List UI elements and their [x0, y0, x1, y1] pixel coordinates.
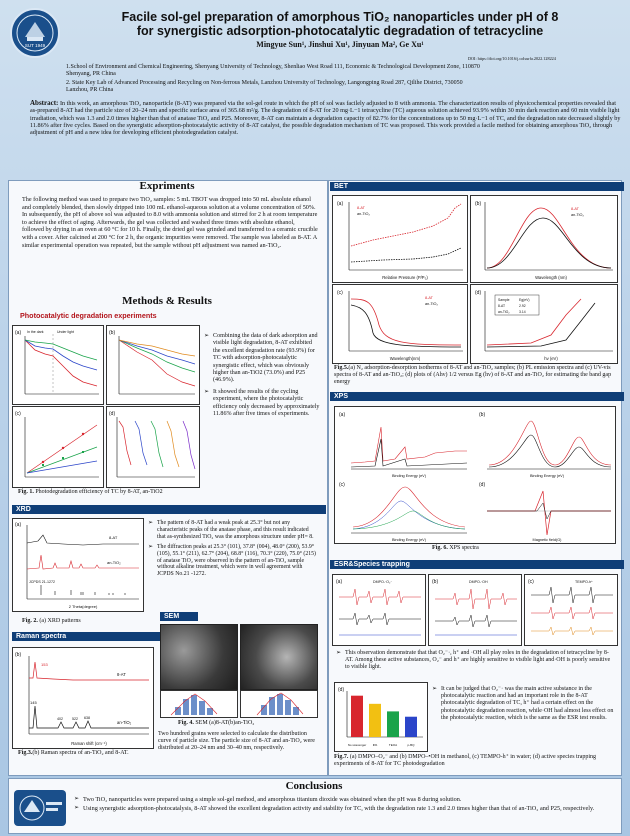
bet-table-h1: Sample [498, 298, 510, 302]
bet-panel-b [470, 195, 618, 283]
bet-d-xlabel: hν (eV) [544, 356, 558, 361]
fig1-panel-d [106, 406, 200, 488]
esr-bar-chart [334, 682, 428, 752]
fig1-c-label: (c) [15, 411, 21, 417]
esr-b-legend: DMPO-·OH [469, 580, 488, 584]
esr-bullet-2-text: ➢ It can be judged that O₂⁻· was the main active substance in the photocatalytic reaction and had an important role in the 8-AT photocatalytic degradation of TC, h⁺ had a certain effect on the photocatalytic degradation reaction, while·OH had almost less effect on the photocatalytic reaction, which is the same as the ESR test results. [432, 686, 616, 722]
esr-panel-b [428, 574, 522, 646]
conclusions-bullets [74, 796, 614, 813]
xrd-bullet-1: ➢ The pattern of 8-AT had a weak peak at 25.3° but not any characteristic peaks of the anatase phase, and this result indicated that as-synthesized TiO₂ was the amorphous structure under pH= 8. [148, 520, 318, 541]
svg-text:(b): (b) [15, 652, 22, 658]
fig7-caption-text: (a) DMPO–O₂⁻ and (b) DMPO–•OH in methanol, (c) TEMPO-h⁺ in water; (d) active species trapping experiments of 8-AT for TC photodegradation [334, 754, 597, 767]
sem-text: Two hundred grains were selected to calculate the distribution curve of particle size. The particle size of 8-AT and an-TiO₂ were distributed at 20–24 nm and 30–40 nm, respectively. [158, 731, 315, 752]
xrd-series-8at: 8-AT [109, 535, 118, 540]
photocat-title: Photocatalytic degradation experiments [20, 311, 157, 320]
bet-a-series-8at: 8-AT [357, 206, 365, 210]
esr-panel-c [524, 574, 618, 646]
fig1-d-label: (d) [109, 411, 116, 417]
fig1-panel-c [12, 406, 104, 488]
experiments-text: The following method was used to prepare two TiO₂ samples: 5 mL TBOT was dropped into 50 mL absolute ethanol and completely blended, then slowly dripped into 100 mL ethanol-aqueous solution at a volume concentration of 50%. In subsequently, the pH of above sol was adjusted to 8.0 with ammonia solution and stirred for 2 h at room temperature to achieve the effect of aging. Afterwards, the gel was collected and washed three times with absolute ethanol, followed by drying in an oven at 60 °C for 10 h. Finally, the dried gel was grinded and transferred to a ceramic crucible with a cover. After calcined at 200 °C for 2 h, the organic impurities were removed. The sample was labeled as 8-AT. A similar experimental operation was repeated, but the sample without pH adjustment was named an-TiO₂. [22, 196, 318, 249]
bet-c-xlabel: Wavelength(nm) [389, 356, 421, 361]
abstract-label: Abstract: [30, 99, 59, 107]
bet-table-r2c2: 3.14 [519, 310, 526, 314]
svg-text:(b): (b) [432, 579, 439, 585]
authors: Mingyue Sun¹, Jinshui Xu¹, Jinyuan Ma², Ge Xu¹ [256, 40, 424, 49]
fig2-caption-label: Fig. 2. [22, 618, 38, 624]
bet-c-series-anTiO2: an-TiO₂ [425, 302, 438, 306]
fig2-caption-text: (a) XRD patterns [37, 618, 81, 624]
raman-series-8at: 8-AT [117, 672, 126, 677]
bet-b-series-anTiO2: an-TiO₂ [571, 213, 584, 217]
xrd-xlabel: 2 Theta(degree) [68, 604, 98, 609]
sem-histogram-b [240, 690, 318, 718]
svg-text:(b): (b) [475, 201, 482, 207]
abstract-text: In this work, an amorphous TiO₂ nanoparticle (8-AT) was prepared via the sol-gel route in which the pH of sol was facilely adjusted to 8 with ammonia. The characterization results of physicochemical properties revealed that as-prepared 8-AT had the particle size of 20–24 nm and specific surface area of 365.68 m²/g. The degradation of 8-AT for 20 mg·L−1 tetracycline (TC) aqueous solution achieved 93.9% within 30 min dark reaction and 60 min visible light irradiation, which was 1.3 and 2.0 times higher than that of anatase TiO₂ and P25. Moreover, 8-AT can maintain a degradation capacity of 82.7% for the concentrations up to 50 mg·L−1 of TC, and the degradation rate decreased slightly by 11.86% after five cycles. Based on the synergistic adsorption-photocatalytic activity of 8-AT catalyst, the possible degradation mechanism of TC was proposed. This work provided a facile method for obtaining amorphous TiO₂ through adjustment of pH and a new idea for developing efficient photodegradation catalyst. [30, 100, 621, 137]
esr-bar-2 [387, 711, 399, 737]
fig5-caption-label: Fig.5. [334, 365, 349, 371]
bet-b-xlabel: Wavelength (nm) [535, 275, 567, 280]
raman-peak-402: 402 [57, 717, 63, 721]
esr-a-legend: DMPO-·O₂⁻ [373, 580, 393, 584]
fig4-caption-label: Fig. 4. [178, 720, 194, 726]
conclusion-bullet-1: ➢ Two TiO₂ nanoparticles were prepared using a simple sol-gel method, and amorphous titanium dioxide was obtained when the pH was 8 during solution. [74, 796, 614, 803]
methods-heading: Methods & Results [122, 295, 212, 307]
sem-image-b [240, 624, 318, 690]
xps-c-xlabel: Binding Energy (eV) [392, 538, 426, 542]
raman-series-anTiO2: an-TiO₂ [117, 720, 132, 725]
photocat-bullets [204, 333, 320, 418]
fig7-caption-label: Fig.7. [334, 754, 349, 760]
affiliation-1: 1.School of Environment and Chemical Engineering, Shenyang University of Technology, Shenliao West Road 111, Economic & Technological Development Zone, 110870 Shenyang, PR China [66, 64, 480, 78]
sem-histogram-a [160, 690, 238, 718]
raman-title: Raman spectra [12, 632, 160, 641]
abstract-box [30, 100, 622, 174]
raman-peak-522: 522 [72, 717, 78, 721]
svg-text:(d): (d) [479, 482, 486, 488]
fig7-caption [334, 754, 616, 768]
fig2-caption [22, 618, 142, 625]
esr-title: ESR&Species trapping [330, 560, 624, 569]
conclusion-bullet-2: ➢ Using synergistic adsorption-photocatalysis, 8-AT showed the excellent degradation activity and stability for TC, with the degradation rate 1.3 and 2.0 times higher than that of an-TiO₂ and P25, respectively. [74, 805, 614, 812]
xps-b-xlabel: Binding Energy (eV) [530, 474, 564, 478]
raman-xlabel: Raman shift (cm⁻¹) [71, 741, 107, 746]
poster-title [60, 10, 620, 38]
bet-panel-d [470, 284, 618, 364]
photocat-bullet-2: ➢ It showed the results of the cycling experiment, where the photocatalytic efficiency only decreased by approximately 11.86% after five times of experiments. [204, 389, 320, 419]
esr-bullet-2 [432, 686, 616, 722]
xrd-series-anTiO2: an-TiO₂ [107, 560, 121, 565]
fig4-caption [178, 720, 308, 727]
xrd-bullets [148, 520, 318, 578]
esr-bullet-1 [336, 650, 614, 672]
esr-bar-0 [351, 696, 363, 737]
bet-table-h2: Eg(eV) [519, 298, 530, 302]
bet-table-r1c2: 2.92 [519, 304, 526, 308]
svg-text:(c): (c) [337, 290, 343, 296]
esr-bar-label-0: No scavenger [347, 743, 367, 747]
fig4-caption-text: SEM (a)8-AT(b)an-TiO₂ [193, 720, 255, 726]
fig3-caption-text: (b) Raman spectra of an-TiO₂ and 8-AT. [32, 750, 129, 756]
xrd-title: XRD [12, 505, 326, 514]
esr-bar-label-2: TEOA [388, 743, 398, 747]
bet-a-series-anTiO2: an-TiO₂ [357, 212, 370, 216]
esr-bar-label-3: p-BQ [407, 743, 415, 747]
svg-text:(b): (b) [479, 412, 486, 418]
raman-chart [12, 647, 154, 749]
fig1-a-tag-light: Under light [57, 330, 74, 334]
title-line-2: for synergistic adsorption-photocatalytic degradation of tetracycline [136, 24, 544, 38]
esr-bar-1 [369, 704, 381, 737]
bet-title: BET [330, 182, 624, 191]
fig6-caption [432, 545, 552, 552]
conclusions-heading: Conclusions [285, 780, 343, 792]
fig1-a-tag-dark: In the dark [27, 330, 44, 334]
photocat-bullet-1: ➢ Combining the data of dark adsorption and visible light degradation, 8-AT exhibited the excellent degradation rate (93.9%) for TC with adsorption-photocatalytic synergistic effect, which was obviously higher than an-TiO2 (73.0%) and P25 (46.9%). [204, 333, 320, 385]
fig1-panel-b [106, 325, 200, 405]
xps-title: XPS [330, 392, 624, 401]
sem-image-a [160, 624, 238, 690]
bet-c-series-8at: 8-AT [425, 296, 433, 300]
fig6-caption-text: XPS spectra [447, 545, 479, 551]
xrd-ref-label: JCPDS 21-1272 [29, 580, 55, 584]
fig5-caption-text: (a) N₂ adsorption-desorption isotherms of 8-AT and an-TiO₂ samples; (b) PL emission spectra and (c) UV-vis spectra of 8-AT and an-TiO₂; (d) plots of (Ahν) 1/2 versus Eg (hν) of 8-AT and an-TiO₂ for estimating the band gap energy [334, 365, 612, 385]
svg-text:(c): (c) [528, 579, 534, 585]
raman-peak-145: 145 [30, 700, 37, 705]
svg-text:(a): (a) [15, 522, 22, 528]
xps-d-xlabel: Magnetic field(G) [532, 538, 562, 542]
esr-bar-3 [405, 717, 417, 737]
sem-title: SEM [160, 612, 198, 621]
affiliation-2: 2. State Key Lab of Advanced Processing and Recycling on Non-ferrous Metals, Lanzhou University of Technology, Langongping Road 287, Qilihe District, 730050 Lanzhou, PR China [66, 80, 463, 94]
fig1-b-label: (b) [109, 330, 116, 336]
svg-text:(a): (a) [337, 201, 344, 207]
esr-bar-label-1: IPA [372, 743, 378, 747]
fig5-caption [334, 365, 616, 386]
conclusions-logo [14, 790, 66, 826]
svg-text:(d): (d) [338, 687, 345, 693]
fig1-a-label: (a) [15, 330, 22, 336]
logo-text: SUT 1949 [24, 43, 46, 48]
fig6-caption-label: Fig. 6. [432, 545, 448, 551]
bet-panel-a [332, 195, 468, 283]
bet-a-xlabel: Relative Pressure (P/P₀) [382, 275, 428, 280]
title-line-1: Facile sol-gel preparation of amorphous TiO₂ nanoparticles under pH of 8 [121, 10, 559, 24]
esr-c-legend: TEMPO-h⁺ [575, 580, 593, 584]
svg-text:(c): (c) [339, 482, 345, 488]
fig3-caption [18, 750, 152, 757]
xps-a-xlabel: Binding Energy (eV) [392, 474, 426, 478]
xps-panel [334, 406, 616, 544]
fig1-panel-a [12, 325, 104, 405]
bet-b-series-8at: 8-AT [571, 207, 579, 211]
fig1-caption-label: Fig. 1. [18, 489, 34, 495]
esr-bar-svg [335, 683, 427, 751]
fig1-caption-text: Photodegradation efficiency of TC by 8-AT, an-TiO2 [33, 489, 163, 495]
svg-text:(a): (a) [339, 412, 346, 418]
experiments-heading: Expriments [139, 180, 195, 192]
esr-panel-a [332, 574, 426, 646]
svg-text:(d): (d) [475, 290, 482, 296]
raman-peak-153: 153 [41, 662, 48, 667]
svg-text:(a): (a) [336, 579, 343, 585]
esr-bullet-1-text: ➢ This observation demonstrate that that O₂⁻·, h⁺ and ·OH all play roles in the degradation of tetracycline by 8-AT. Among these active substances, O₂⁻ and h⁺ are highly sensitive to visible light and·OH is poorly sensitive to visible light. [336, 650, 614, 672]
university-logo [10, 8, 60, 58]
bet-panel-c [332, 284, 468, 364]
bet-table-r1c1: 8-AT [498, 304, 506, 308]
bet-table-r2c1: an-TiO₂ [498, 310, 510, 314]
fig3-caption-label: Fig.3. [18, 750, 33, 756]
xrd-bullet-2: ➢ The diffraction peaks at 25.3° (101), 37.8° (004), 48.0° (200), 53.9° (105), 55.1° (211), 62.7° (204), 68.8° (116), 70.3° (220), 75.0° (215) of anatase TiO₂ were observed in the pattern of an-TiO₂ sample without alkaline treatment, which were in well agreement with JCPDS No.21 -1272. [148, 544, 318, 579]
raman-peak-638: 638 [84, 716, 90, 720]
fig1-caption [18, 489, 208, 496]
doi[interactable]: DOI: https://doi.org/10.1016/j.colsurfa.2022.128224 [468, 56, 556, 61]
xrd-chart [12, 518, 144, 612]
